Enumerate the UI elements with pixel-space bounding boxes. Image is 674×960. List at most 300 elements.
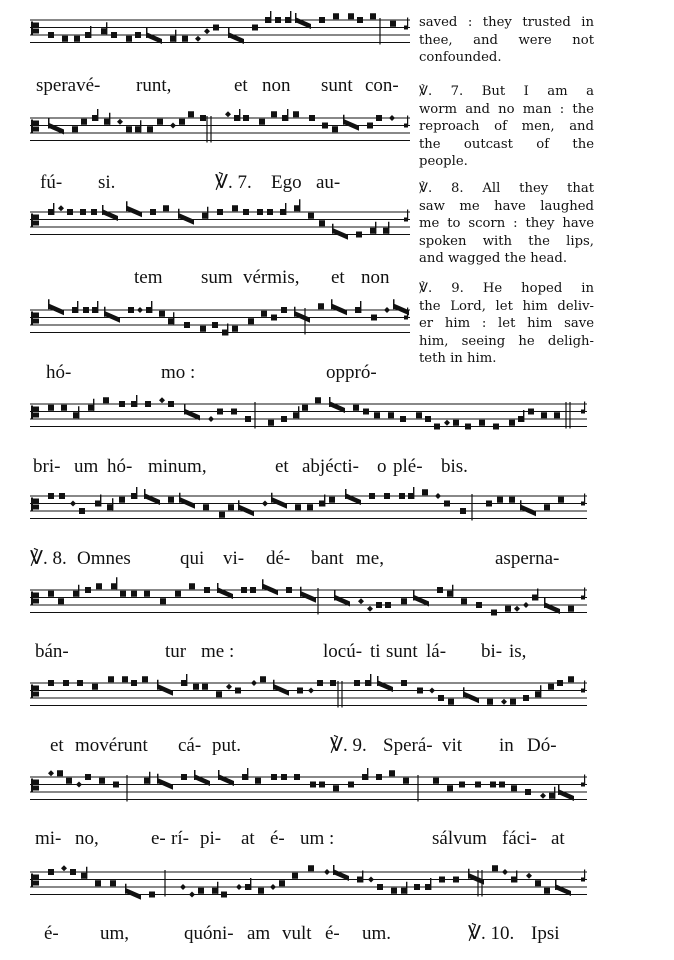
neume-punctum (389, 770, 395, 776)
neume-punctum (48, 869, 54, 875)
neume-punctum (200, 115, 206, 121)
neume-punctum (72, 126, 78, 132)
neume-punctum (92, 684, 98, 690)
neume-punctum (79, 508, 85, 514)
do-clef-icon (31, 874, 33, 887)
neume-stem (262, 579, 264, 589)
neume-stem (126, 201, 128, 211)
neume-punctum (388, 412, 394, 418)
neume-punctum (348, 782, 354, 788)
neume-punctum (231, 409, 237, 415)
neume-rhombus (76, 782, 82, 788)
neume-stem (48, 119, 50, 129)
neume-punctum (554, 412, 560, 418)
neume-punctum (447, 785, 453, 791)
neume-punctum (371, 315, 377, 321)
neume-punctum (80, 209, 86, 215)
neume-punctum (322, 123, 328, 129)
neume-punctum (357, 17, 363, 23)
lyric-syllable: hó- (46, 362, 72, 383)
do-clef-icon (32, 127, 39, 132)
neume-punctum (113, 782, 119, 788)
neume-punctum (232, 205, 238, 211)
neume-punctum (363, 409, 369, 415)
neume-punctum (235, 688, 241, 694)
neume-stem (53, 203, 54, 215)
neume-punctum (348, 13, 354, 19)
neume-punctum (329, 497, 335, 503)
do-clef-icon (32, 505, 39, 510)
do-clef-icon (31, 498, 33, 511)
neume-stem (184, 405, 186, 415)
lyric-syllable: pi- (200, 828, 222, 849)
neume-punctum (70, 869, 76, 875)
lyric-syllable: put. (212, 735, 242, 756)
neume-stem (207, 207, 208, 219)
neume-stem (452, 585, 453, 597)
neume-rhombus (61, 865, 67, 871)
neume-punctum (203, 504, 209, 510)
neume-punctum (77, 680, 83, 686)
neume-stem (97, 109, 98, 121)
neume-punctum (48, 405, 54, 411)
neume-punctum (217, 209, 223, 215)
lyric-syllable: Omnes (77, 548, 131, 569)
neume-punctum (281, 307, 287, 313)
neume-punctum (356, 232, 362, 238)
neume-stem (157, 774, 159, 784)
neume-porrectus (300, 591, 316, 603)
neume-punctum (422, 489, 428, 495)
neume-punctum (48, 493, 54, 499)
neume-porrectus (273, 684, 289, 696)
neume-punctum (525, 789, 531, 795)
neume-punctum (475, 782, 481, 788)
lyric-syllable: ℣. 8. (30, 548, 67, 569)
neume-punctum (444, 501, 450, 507)
do-clef-icon (32, 692, 39, 697)
lyric-syllable: ti (370, 641, 381, 662)
neume-punctum (286, 587, 292, 593)
neume-rhombus (204, 28, 210, 34)
neume-stem (300, 587, 302, 597)
neume-rhombus (262, 501, 268, 507)
lyric-syllable: fáci- (502, 828, 537, 849)
neume-punctum (59, 493, 65, 499)
neume-punctum (126, 36, 132, 42)
lyric-syllable: e- (151, 828, 166, 849)
lyric-syllable: bán- (35, 641, 69, 662)
neume-stem (537, 589, 538, 601)
neume-stem (413, 591, 415, 601)
lyric-syllable: at (551, 828, 565, 849)
neume-stem (140, 120, 141, 132)
neume-stem (247, 768, 248, 780)
neume-punctum (568, 606, 574, 612)
neume-porrectus (126, 205, 142, 217)
do-clef-icon (31, 406, 33, 419)
neume-punctum (63, 680, 69, 686)
do-clef-icon (32, 686, 39, 691)
neume-punctum (548, 684, 554, 690)
neume-punctum (319, 220, 325, 226)
neume-stem (217, 583, 219, 593)
custos-icon (407, 210, 408, 220)
lyric-syllable: bri- (33, 456, 61, 477)
neume-stem (520, 500, 522, 510)
neume-punctum (204, 587, 210, 593)
neume-rhombus (180, 884, 186, 890)
lyric-syllable: lá- (426, 641, 447, 662)
neume-rhombus (358, 598, 364, 604)
do-clef-icon (32, 313, 39, 318)
neume-punctum (308, 865, 314, 871)
neume-punctum (292, 873, 298, 879)
neume-stem (334, 591, 336, 601)
neume-punctum (369, 493, 375, 499)
neume-rhombus (170, 123, 176, 129)
neume-punctum (318, 303, 324, 309)
neume-punctum (188, 111, 194, 117)
neume-punctum (384, 493, 390, 499)
neume-punctum (135, 32, 141, 38)
neume-rhombus (236, 884, 242, 890)
translation-block-4 (419, 280, 594, 368)
neume-punctum (57, 770, 63, 776)
neume-punctum (74, 36, 80, 42)
neume-punctum (168, 497, 174, 503)
do-clef-icon (31, 312, 33, 325)
neume-punctum (367, 123, 373, 129)
neume-stem (218, 770, 220, 780)
neume-punctum (212, 322, 218, 328)
lyric-syllable: qui (180, 548, 205, 569)
neume-punctum (333, 13, 339, 19)
neume-punctum (159, 311, 165, 317)
neume-punctum (535, 880, 541, 886)
do-clef-icon (32, 29, 39, 34)
lyric-syllable: et (331, 267, 345, 288)
neume-punctum (307, 504, 313, 510)
lyric-syllable: et (50, 735, 64, 756)
neume-punctum (150, 209, 156, 215)
neume-stem (77, 301, 78, 313)
lyric-syllable: sunt (386, 641, 418, 662)
lyric-syllable: vit (442, 735, 463, 756)
neume-punctum (558, 497, 564, 503)
lyric-syllable: asperna- (495, 548, 560, 569)
translation-line: the outcast of the (419, 136, 594, 152)
neume-punctum (476, 602, 482, 608)
neume-rhombus (195, 36, 201, 42)
lyric-syllable: movérunt (75, 735, 148, 756)
neume-stem (194, 770, 196, 780)
neume-rhombus (251, 680, 257, 686)
neume-punctum (95, 880, 101, 886)
neume-punctum (509, 497, 515, 503)
neume-stem (294, 307, 296, 317)
translation-line: ℣. 8. All they that (419, 181, 594, 196)
neume-punctum (391, 888, 397, 894)
neume-stem (112, 498, 113, 510)
do-clef-icon (32, 215, 39, 220)
neume-punctum (528, 409, 534, 415)
lyric-syllable: oppró- (326, 362, 377, 383)
neume-stem (239, 109, 240, 121)
lyric-syllable: ℣. 9. (330, 735, 367, 756)
neume-stem (100, 495, 101, 507)
lyric-syllable: hó- (107, 456, 133, 477)
neume-punctum (261, 311, 267, 317)
custos-icon (407, 308, 408, 318)
neume-punctum (48, 32, 54, 38)
neume-punctum (144, 591, 150, 597)
neume-punctum (459, 782, 465, 788)
neume-punctum (511, 785, 517, 791)
neume-punctum (66, 778, 72, 784)
neume-rhombus (324, 869, 330, 875)
neume-punctum (295, 504, 301, 510)
neume-stem (86, 867, 87, 879)
neume-punctum (492, 865, 498, 871)
neume-punctum (491, 610, 497, 616)
neume-punctum (461, 598, 467, 604)
lyric-syllable: fú- (40, 172, 63, 193)
translation-block-3 (419, 180, 594, 268)
translation-line: reproach of men, and (419, 119, 594, 135)
neume-punctum (497, 497, 503, 503)
neume-punctum (96, 583, 102, 589)
neume-punctum (255, 778, 261, 784)
neume-stem (332, 224, 334, 234)
neume-stem (238, 500, 240, 510)
neume-stem (151, 301, 152, 313)
neume-punctum (487, 699, 493, 705)
neume-punctum (108, 676, 114, 682)
neume-rhombus (502, 869, 508, 875)
neume-punctum (353, 405, 359, 411)
do-clef-icon (31, 214, 33, 227)
neume-punctum (541, 412, 547, 418)
neume-stem (430, 878, 431, 890)
custos-icon (584, 588, 585, 598)
neume-stem (109, 113, 110, 125)
neume-punctum (111, 32, 117, 38)
neume-punctum (189, 583, 195, 589)
neume-punctum (317, 680, 323, 686)
neume-punctum (505, 606, 511, 612)
lyric-syllable: bi- (481, 641, 503, 662)
neume-punctum (48, 591, 54, 597)
lyric-syllable: é- (325, 923, 340, 944)
neume-punctum (232, 326, 238, 332)
lyric-syllable: au- (316, 172, 341, 193)
neume-punctum (179, 119, 185, 125)
neume-punctum (198, 888, 204, 894)
neume-punctum (48, 680, 54, 686)
lyric-syllable: me, (356, 548, 384, 569)
neume-punctum (62, 36, 68, 42)
neume-porrectus (343, 119, 359, 131)
do-clef-icon (32, 413, 39, 418)
lyric-syllable: quóni- (184, 923, 234, 944)
neume-punctum (417, 688, 423, 694)
neume-porrectus (271, 497, 287, 509)
neume-punctum (486, 501, 492, 507)
neume-punctum (58, 598, 64, 604)
lyric-syllable: bis. (441, 456, 468, 477)
neume-punctum (390, 21, 396, 27)
neume-stem (78, 406, 79, 418)
neume-stem (250, 878, 251, 890)
neume-stem (343, 115, 345, 125)
neume-punctum (67, 209, 73, 215)
neume-porrectus (48, 303, 64, 315)
neume-rhombus (70, 501, 76, 507)
neume-punctum (248, 318, 254, 324)
neume-punctum (85, 774, 91, 780)
lyric-syllable: um, (100, 923, 130, 944)
neume-stem (523, 410, 524, 422)
neume-stem (178, 209, 180, 219)
neume-punctum (217, 409, 223, 415)
do-clef-icon (32, 786, 39, 791)
neume-punctum (302, 405, 308, 411)
neume-punctum (81, 119, 87, 125)
neume-rhombus (189, 892, 195, 898)
translation-line: worm and no man : the (419, 101, 594, 117)
neume-punctum (260, 676, 266, 682)
neume-stem (78, 585, 79, 597)
neume-punctum (333, 785, 339, 791)
neume-punctum (99, 778, 105, 784)
translation-line: him, seeing he deligh- (419, 333, 594, 349)
neume-punctum (523, 695, 529, 701)
neume-punctum (434, 424, 440, 430)
neume-punctum (103, 397, 109, 403)
neume-punctum (490, 782, 496, 788)
neume-punctum (400, 416, 406, 422)
neume-stem (413, 487, 414, 499)
do-clef-icon (32, 121, 39, 126)
neume-rhombus (58, 205, 64, 211)
neume-punctum (175, 591, 181, 597)
neume-stem (149, 772, 150, 784)
neume-rhombus (117, 119, 123, 125)
neume-punctum (401, 598, 407, 604)
neume-stem (554, 787, 555, 799)
neume-stem (516, 871, 517, 883)
neume-punctum (493, 424, 499, 430)
neume-porrectus (520, 504, 536, 516)
lyric-syllable: sum (201, 267, 233, 288)
custos-icon (407, 116, 408, 126)
neume-porrectus (125, 888, 141, 900)
lyric-syllable: rí- (171, 828, 189, 849)
lyric-syllable: tur (165, 641, 187, 662)
neume-punctum (293, 111, 299, 117)
neume-punctum (216, 691, 222, 697)
neume-porrectus (331, 303, 347, 315)
neume-punctum (128, 307, 134, 313)
custos-icon (407, 18, 408, 28)
neume-punctum (61, 405, 67, 411)
neume-stem (298, 406, 299, 418)
neume-punctum (142, 676, 148, 682)
neume-stem (217, 882, 218, 894)
lyric-syllable: Ipsi (531, 923, 560, 944)
translation-line: saw me have laughed (419, 198, 594, 214)
neume-stem (186, 674, 187, 686)
neume-punctum (385, 602, 391, 608)
lyric-syllable: no, (75, 828, 99, 849)
lyric-syllable: ℣. 10. (468, 923, 515, 944)
neume-punctum (453, 877, 459, 883)
neume-punctum (319, 17, 325, 23)
custos-icon (584, 775, 585, 785)
lyric-syllable: bant (311, 548, 344, 569)
neume-stem (290, 11, 291, 23)
neume-punctum (557, 680, 563, 686)
neume-stem (97, 301, 98, 313)
lyric-syllable: at (241, 828, 255, 849)
neume-stem (93, 399, 94, 411)
neume-punctum (83, 307, 89, 313)
neume-punctum (437, 587, 443, 593)
translation-line: spoken with the lips, (419, 233, 594, 249)
neume-punctum (354, 680, 360, 686)
neume-stem (324, 495, 325, 507)
neume-punctum (245, 416, 251, 422)
neume-punctum (85, 587, 91, 593)
lyric-syllable: um (74, 456, 99, 477)
lyric-syllable: si. (98, 172, 116, 193)
neume-punctum (414, 884, 420, 890)
neume-punctum (319, 782, 325, 788)
lyric-syllable: is, (509, 641, 527, 662)
neume-punctum (157, 119, 163, 125)
neume-stem (48, 299, 50, 309)
neume-stem (146, 28, 148, 38)
neume-rhombus (225, 111, 231, 117)
neume-rhombus (435, 493, 441, 499)
neume-stem (175, 30, 176, 42)
neume-punctum (122, 676, 128, 682)
do-clef-icon (32, 875, 39, 880)
lyric-syllable: Dó- (527, 735, 557, 756)
lyric-syllable: non (262, 75, 291, 96)
neume-stem (331, 299, 333, 309)
neume-punctum (110, 880, 116, 886)
do-clef-icon (32, 23, 39, 28)
neume-punctum (268, 420, 274, 426)
neume-rhombus (384, 307, 390, 313)
neume-punctum (243, 115, 249, 121)
neume-porrectus (294, 311, 310, 323)
translation-line: confounded. (419, 50, 502, 66)
neume-punctum (91, 209, 97, 215)
neume-punctum (257, 209, 263, 215)
neume-punctum (479, 420, 485, 426)
neume-rhombus (540, 793, 546, 799)
translation-line: ℣. 9. He hoped in (419, 281, 594, 296)
neume-punctum (544, 504, 550, 510)
do-clef-icon (32, 780, 39, 785)
neume-punctum (200, 326, 206, 332)
neume-punctum (568, 676, 574, 682)
neume-punctum (131, 680, 137, 686)
neume-stem (106, 22, 107, 34)
